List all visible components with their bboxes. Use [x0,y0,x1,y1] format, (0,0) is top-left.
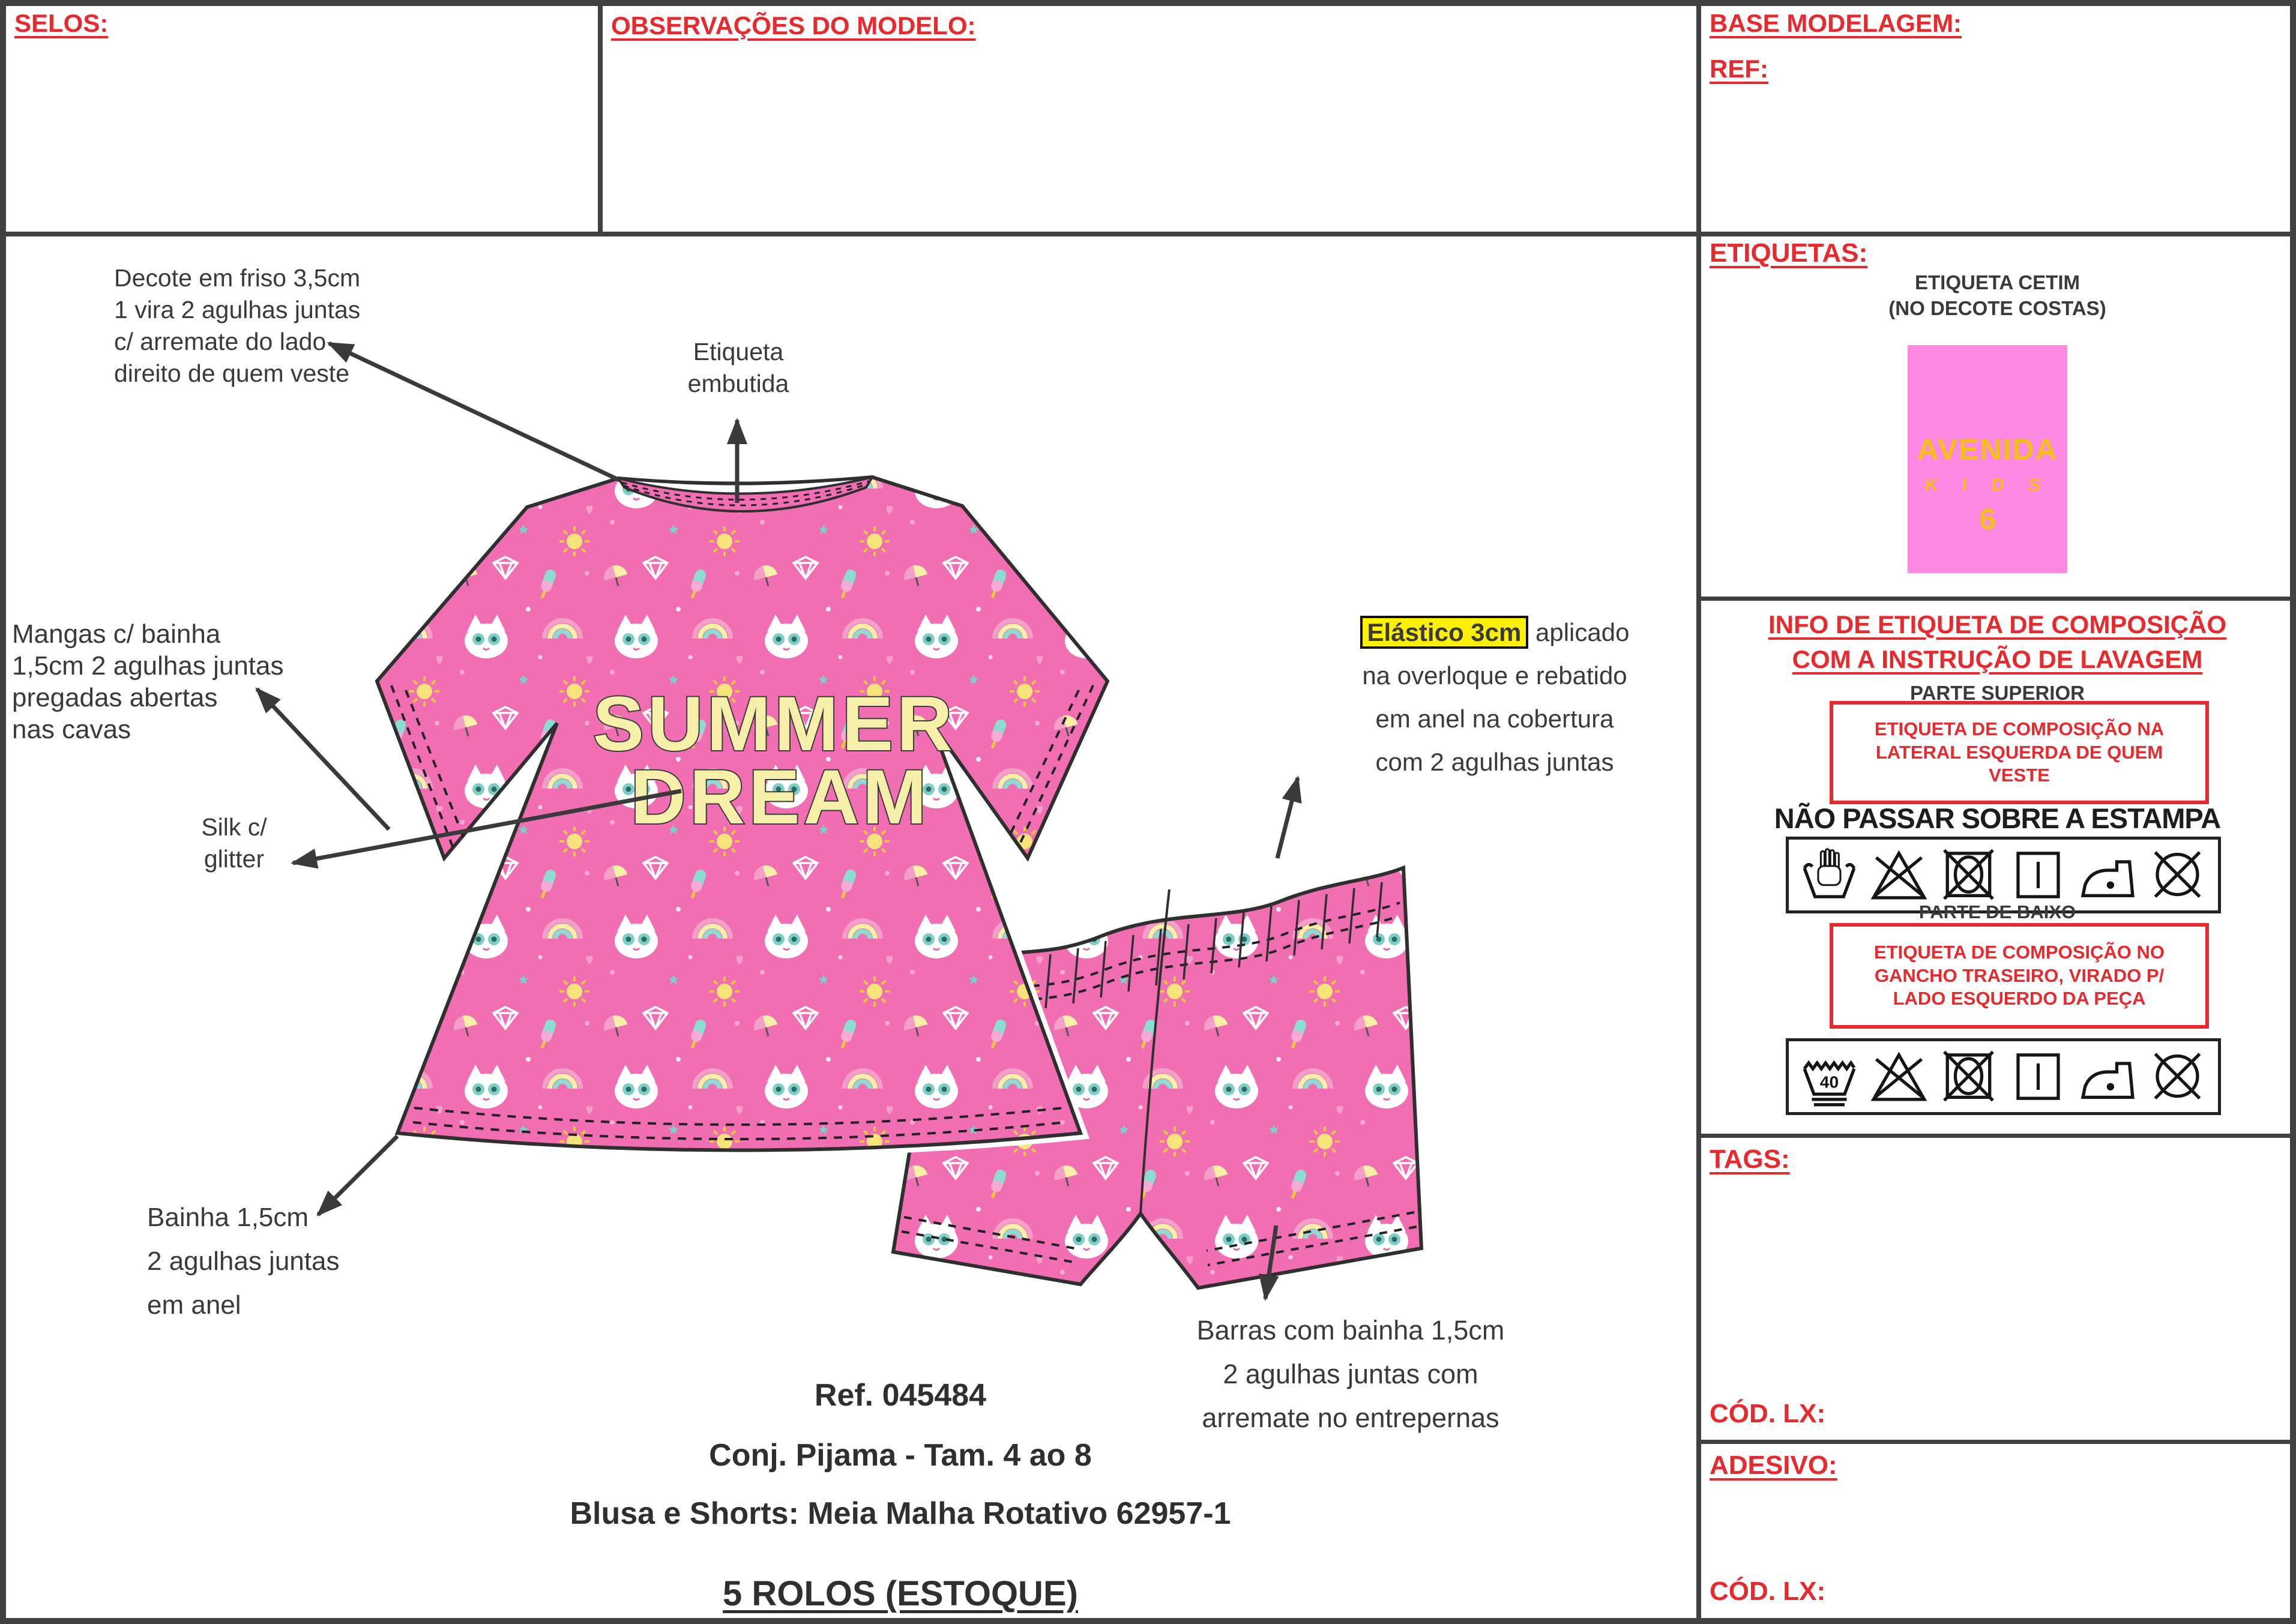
hand-wash-icon [1800,844,1858,906]
print-text-summer: SUMMER [592,681,956,767]
cod-lx-label-1: CÓD. LX: [1710,1399,1826,1428]
annotation-line: glitter [203,845,265,873]
annotation-line [1291,611,1699,654]
nao-passar-label: NÃO PASSAR SOBRE A ESTAMPA [1774,802,2221,834]
annotation-line: Barras com bainha 1,5cm [1196,1315,1505,1346]
annotation-line: em anel [147,1290,241,1320]
annotation-barras [1140,1308,1561,1440]
selos-label: SELOS: [14,9,109,37]
product-title: Conj. Pijama - Tam. 4 ao 8 [709,1438,1092,1473]
parte-de-baixo-label: PARTE DE BAIXO [1918,901,2076,922]
annotation-line: Mangas c/ bainha [12,619,221,649]
annotation-line: pregadas abertas [12,683,218,712]
do-not-bleach-icon [1870,844,1928,906]
do-not-tumble-dry-icon [1939,1045,1998,1108]
annotation-line: c/ arremate do lado [114,328,327,355]
line-dry-icon [2009,1045,2067,1108]
parte-superior-label: PARTE SUPERIOR [1910,682,2085,704]
decote-arrow [329,343,619,480]
do-not-dry-clean-icon [2148,1045,2207,1108]
stock-title: 5 ROLOS (ESTOQUE) [723,1574,1078,1613]
adesivo-label: ADESIVO: [1710,1451,1837,1480]
brand-name: AVENIDA [1917,433,2058,466]
etiqueta-cetim-line2: (NO DECOTE COSTAS) [1888,297,2106,319]
annotation-line: Silk c/ [201,813,267,841]
cod-lx-label-2: CÓD. LX: [1710,1577,1826,1606]
annotation-decote [114,262,360,389]
annotation-line: embutida [687,370,789,397]
annotation-line: nas cavas [12,715,131,744]
shirt-drawing [377,477,1107,1150]
ref-label: REF: [1710,55,1768,83]
brand-size: 6 [1979,502,1996,536]
do-not-dry-clean-icon [2148,844,2207,906]
annotation-elastico [1291,611,1699,784]
elastico-highlight: Elástico 3cm [1360,616,1529,649]
annotation-line: Bainha 1,5cm [147,1203,309,1232]
ref-title: Ref. 045484 [814,1378,987,1413]
base-modelagem-label: BASE MODELAGEM: [1710,9,1962,37]
composition-note-bottom: ETIQUETA DE COMPOSIÇÃO NO GANCHO TRASEIRO, VIRADO P/ LADO ESQUERDO DA PEÇA [1830,923,2209,1029]
annotation-line: com 2 agulhas juntas [1375,748,1614,776]
annotation-line: na overloque e rebatido [1362,661,1627,690]
divider-top-1 [598,0,603,235]
annotation-line: 2 agulhas juntas [147,1247,340,1276]
machine-wash-40-icon [1800,1045,1858,1108]
annotation-line: em anel na cobertura [1375,705,1614,733]
line-dry-icon [2009,844,2067,906]
annotation-line: arremate no entrepernas [1202,1403,1499,1433]
annotation-mangas [12,618,284,745]
observacoes-label: OBSERVAÇÕES DO MODELO: [611,11,976,40]
annotation-line: Etiqueta [693,338,784,365]
info-title-line2: COM A INSTRUÇÃO DE LAVAGEM [1792,645,2203,673]
fabric-title: Blusa e Shorts: Meia Malha Rotativo 62957-1 [570,1496,1231,1531]
satin-brand-label [1908,345,2067,573]
annotation-line: direito de quem veste [114,359,350,387]
annotation-silk [177,811,291,875]
annotation-bainha [147,1195,339,1327]
etiqueta-cetim-line1: ETIQUETA CETIM [1915,271,2080,293]
elastico-arrow [1277,778,1298,858]
annotation-line: Decote em friso 3,5cm [114,264,361,292]
composition-note-top: ETIQUETA DE COMPOSIÇÃO NA LATERAL ESQUERDA DE QUEM VESTE [1830,701,2209,804]
divider-header [0,232,2296,236]
care-symbols-bottom [1786,1038,2221,1115]
divider-etiquetas [1696,597,2296,601]
annotation-line: 2 agulhas juntas com [1223,1359,1478,1389]
divider-sidebar [1696,0,1701,1624]
iron-one-dot-icon [2079,844,2137,906]
info-title-line1: INFO DE ETIQUETA DE COMPOSIÇÃO [1768,610,2227,639]
do-not-bleach-icon [1870,1045,1928,1108]
print-text-dream: DREAM [630,754,930,840]
etiquetas-label: ETIQUETAS: [1710,238,1868,268]
brand-sub: K I D S [1923,475,2052,495]
annotation-line: 1,5cm 2 agulhas juntas [12,651,284,681]
annotation-etiqueta-embutida [654,336,822,400]
wash-temp: 40 [1819,1072,1839,1092]
tags-label: TAGS: [1710,1144,1790,1174]
divider-adesivo [1696,1440,2296,1444]
iron-one-dot-icon [2079,1045,2137,1108]
divider-tags [1696,1134,2296,1138]
annotation-line: aplicado [1528,618,1630,646]
do-not-tumble-dry-icon [1939,844,1998,906]
annotation-line: 1 vira 2 agulhas juntas [114,296,361,323]
